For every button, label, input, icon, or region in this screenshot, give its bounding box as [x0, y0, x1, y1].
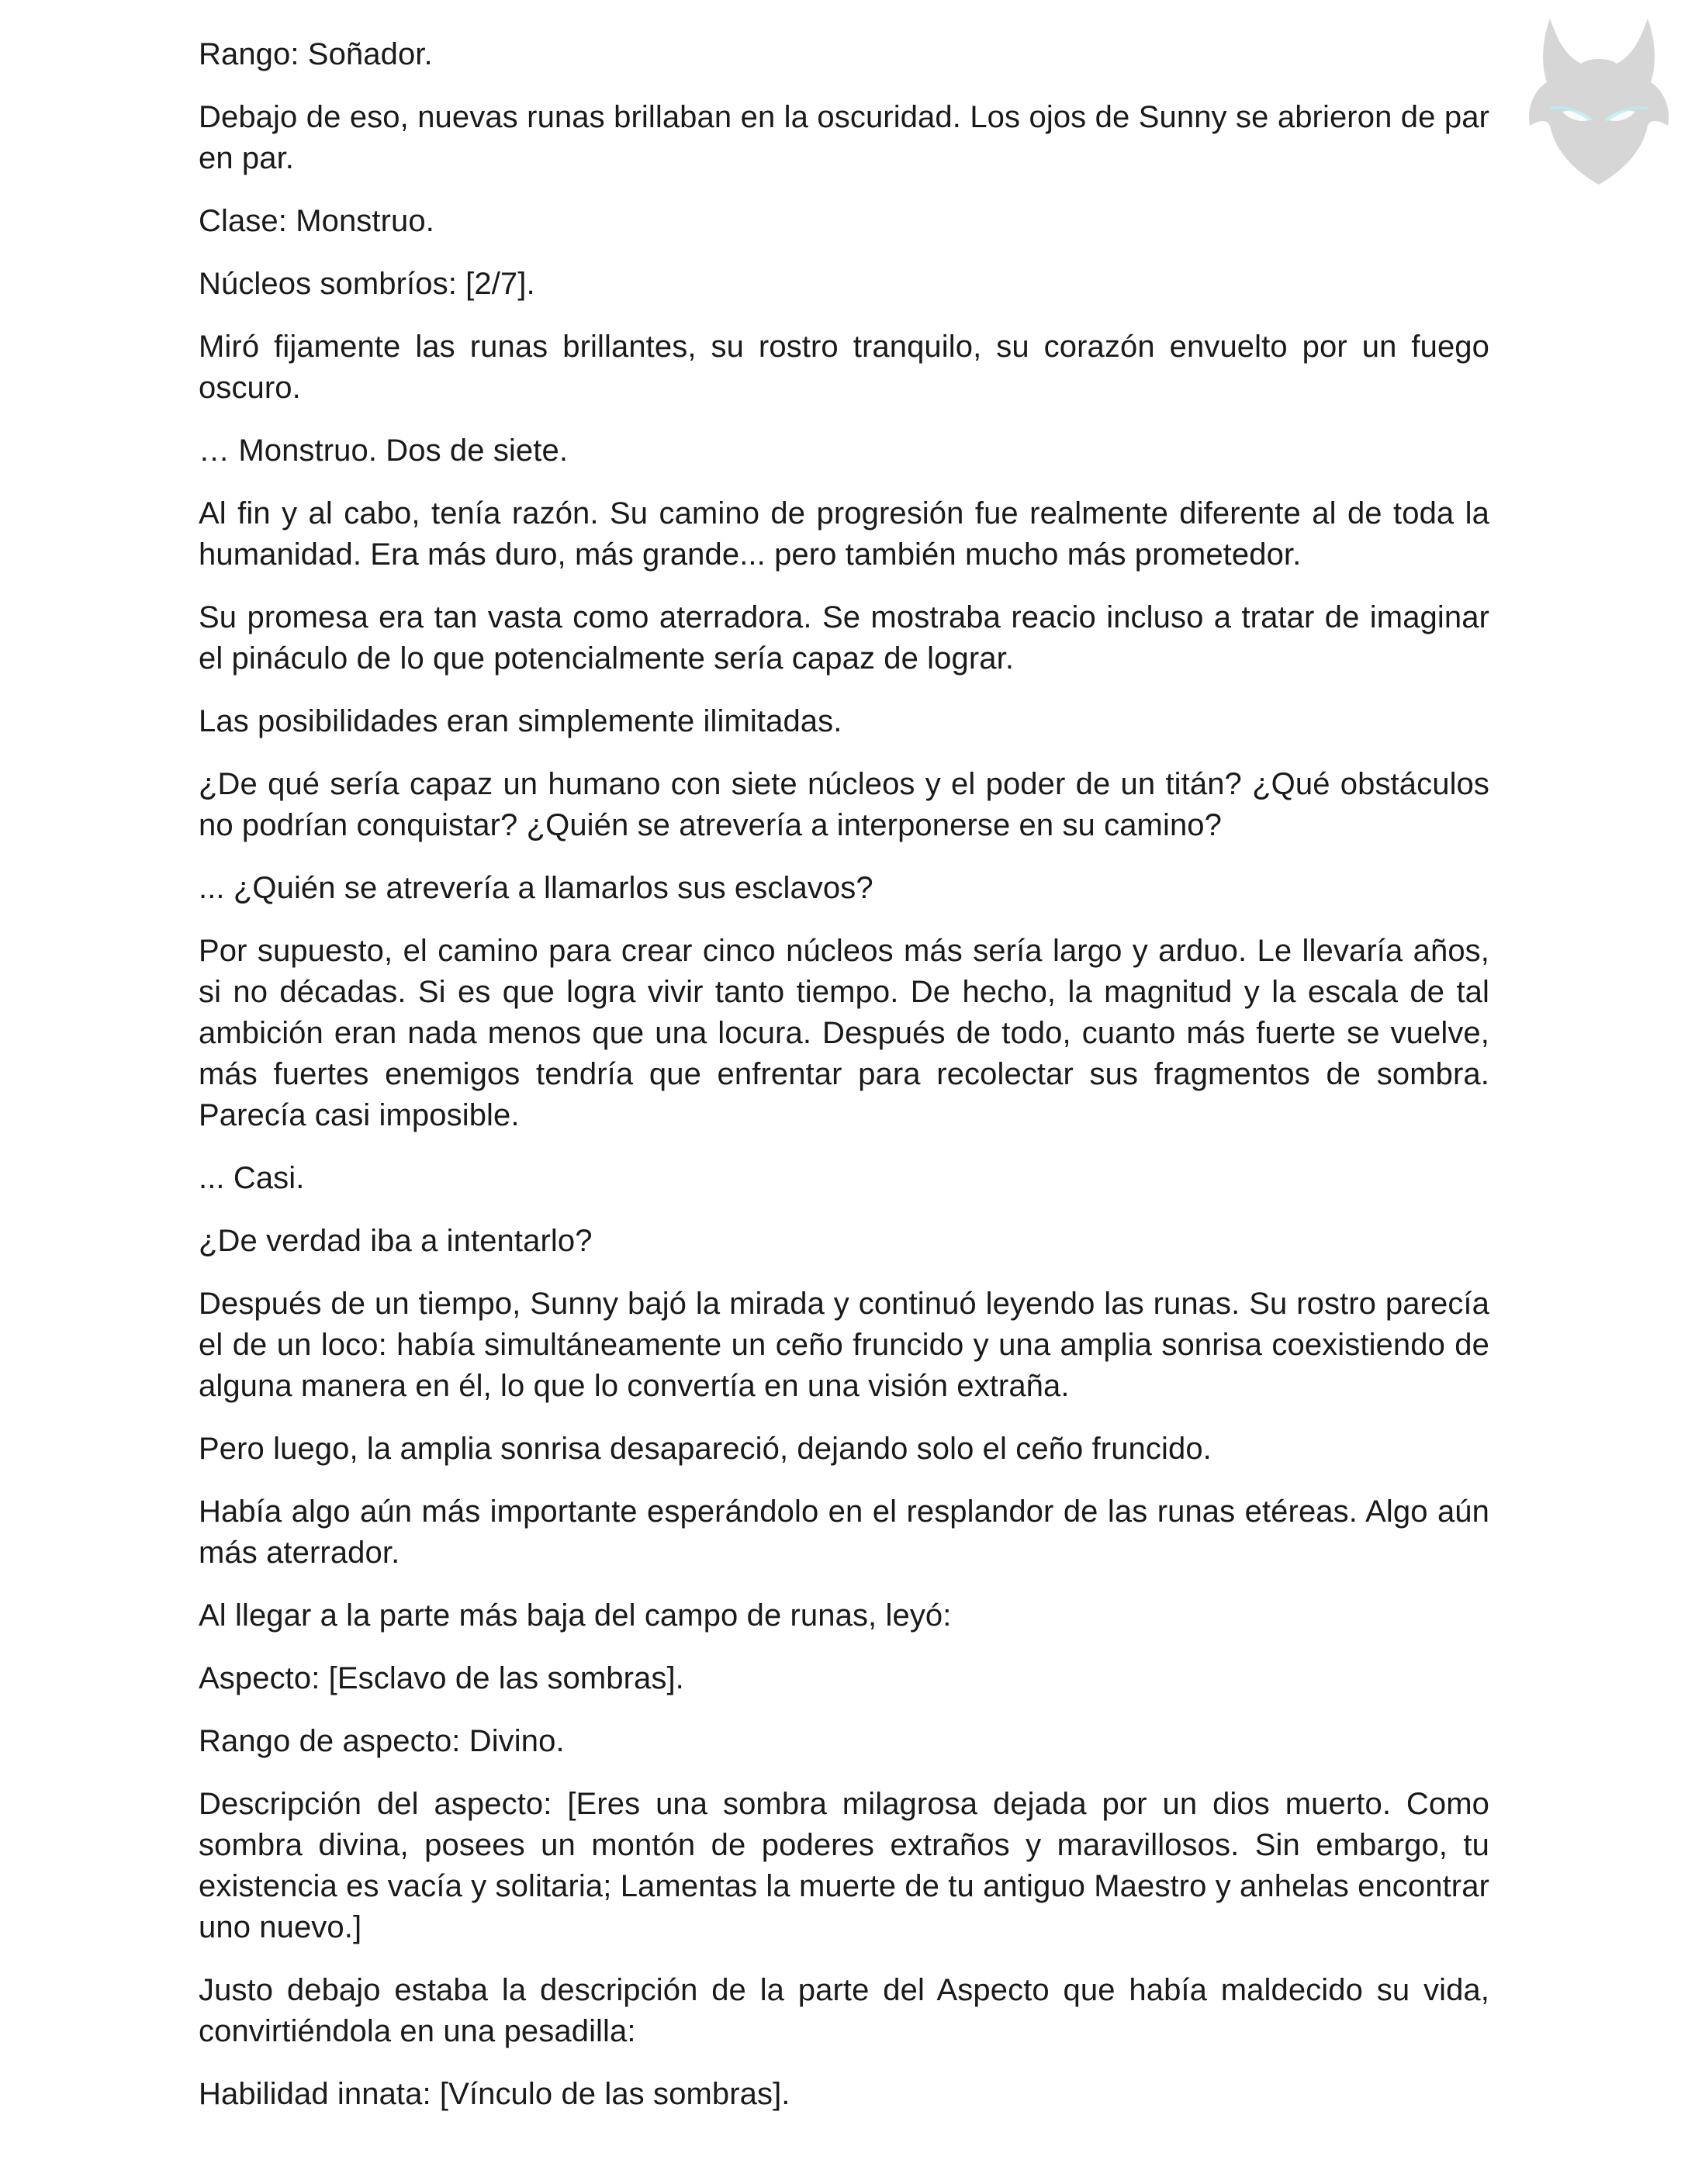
paragraph: Al llegar a la parte más baja del campo de runas, leyó:	[199, 1598, 952, 1633]
paragraph: ... Casi.	[199, 1161, 305, 1195]
paragraph: … Monstruo. Dos de siete.	[199, 434, 569, 468]
paragraph: Núcleos sombríos: [2/7].	[199, 267, 535, 301]
paragraph: ¿De qué sería capaz un humano con siete núcleos y el poder de un titán? ¿Qué obstáculos no podrían conquistar? ¿Quién se atrevería a interponerse en su camino?	[199, 767, 1489, 842]
paragraph: Después de un tiempo, Sunny bajó la mirada y continuó leyendo las runas. Su rostro parecía el de un loco: había simultáneamente un ceño fruncido y una amplia sonrisa coexistiendo de alguna manera en él, lo que lo convertía en una visión extraña.	[199, 1287, 1489, 1403]
paragraph: Pero luego, la amplia sonrisa desapareció, dejando solo el ceño fruncido.	[199, 1432, 1212, 1466]
paragraph: Las posibilidades eran simplemente ilimitadas.	[199, 704, 842, 738]
paragraph: Su promesa era tan vasta como aterradora. Se mostraba reacio incluso a tratar de imaginar el pináculo de lo que potencialmente sería capaz de lograr.	[199, 600, 1489, 676]
paragraph: Justo debajo estaba la descripción de la parte del Aspecto que había maldecido su vida, convirtiéndola en una pesadilla:	[199, 1973, 1489, 2048]
paragraph: Miró fijamente las runas brillantes, su rostro tranquilo, su corazón envuelto por un fuego oscuro.	[199, 330, 1489, 405]
paragraph: ... ¿Quién se atrevería a llamarlos sus esclavos?	[199, 871, 873, 905]
paragraph: Debajo de eso, nuevas runas brillaban en la oscuridad. Los ojos de Sunny se abrieron de par en par.	[199, 100, 1489, 175]
paragraph: Al fin y al cabo, tenía razón. Su camino de progresión fue realmente diferente al de toda la humanidad. Era más duro, más grande... pero también mucho más prometedor.	[199, 496, 1489, 572]
paragraph: Aspecto: [Esclavo de las sombras].	[199, 1661, 684, 1695]
paragraph: ¿De verdad iba a intentarlo?	[199, 1224, 593, 1258]
demon-head-logo-icon	[1527, 17, 1671, 188]
paragraph: Habilidad innata: [Vínculo de las sombras].	[199, 2077, 790, 2111]
paragraph: Había algo aún más importante esperándolo en el resplandor de las runas etéreas. Algo aún más aterrador.	[199, 1495, 1489, 1570]
paragraph: Por supuesto, el camino para crear cinco núcleos más sería largo y arduo. Le llevaría años, si no décadas. Si es que logra vivir tanto tiempo. De hecho, la magnitud y la escala de tal ambición eran nada menos que una locura. Después de todo, cuanto más fuerte se vuelve, más fuertes enemigos tendría que enfrentar para recolectar sus fragmentos de sombra. Parecía casi imposible.	[199, 934, 1489, 1132]
paragraph: Rango: Soñador.	[199, 37, 433, 71]
paragraph: Rango de aspecto: Divino.	[199, 1724, 565, 1758]
document-body	[199, 34, 1489, 2137]
paragraph: Clase: Monstruo.	[199, 204, 434, 238]
paragraph: Descripción del aspecto: [Eres una sombra milagrosa dejada por un dios muerto. Como sombra divina, posees un montón de poderes extraños y maravillosos. Sin embargo, tu existencia es vacía y solitaria; Lamentas la muerte de tu antiguo Maestro y anhelas encontrar uno nuevo.]	[199, 1787, 1489, 1944]
